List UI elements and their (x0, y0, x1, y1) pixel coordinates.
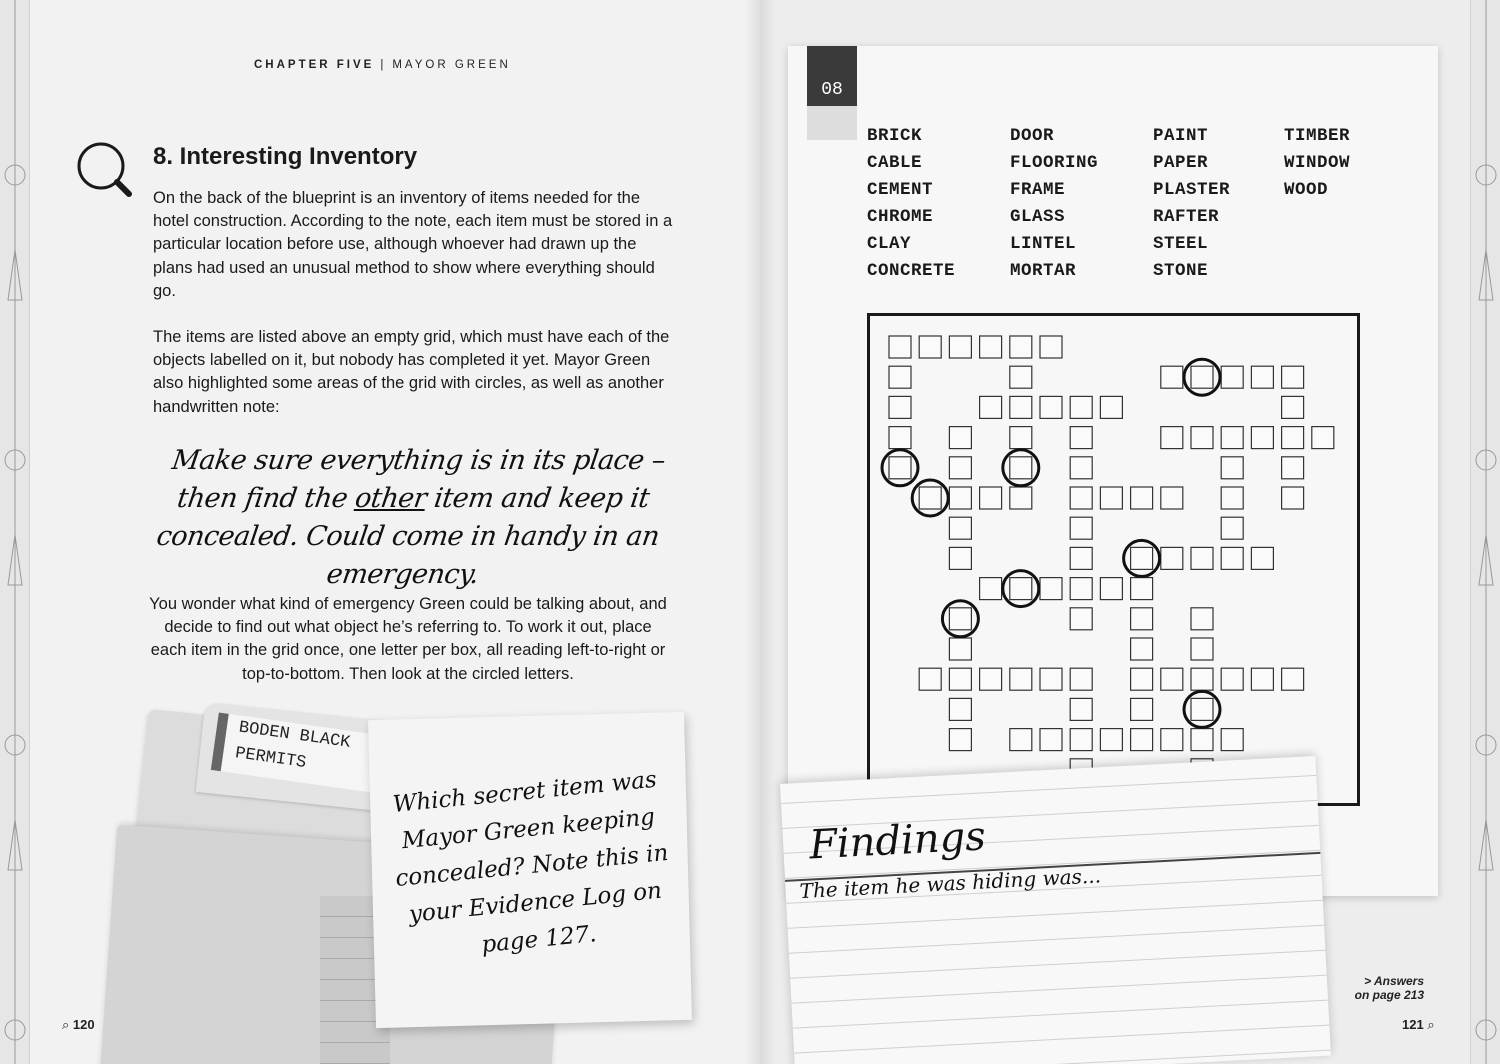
word-item: MORTAR (1010, 261, 1077, 281)
grid-cell (1010, 366, 1032, 388)
grid-cell (1100, 729, 1122, 751)
quote-text-end: item and keep it concealed. Could come in handy in an emergency. (154, 483, 662, 590)
grid-cell (949, 729, 971, 751)
grid-cell (1131, 668, 1153, 690)
grid-cell (889, 396, 911, 418)
word-item: STONE (1153, 261, 1209, 281)
grid-cell (1131, 608, 1153, 630)
paragraph-grid: The items are listed above an empty grid, which must have each of the objects labelled on it, but nobody has completed it yet. Mayor Green also highlighted some areas of the grid with circles, as well as another handwritten note: (153, 328, 670, 416)
grid-cell (1100, 396, 1122, 418)
grid-cell (1282, 366, 1304, 388)
grid-cell (1070, 457, 1092, 479)
grid-cell (1191, 608, 1213, 630)
word-item: FLOORING (1010, 153, 1099, 173)
word-list-column-2 (1010, 123, 1098, 285)
word-list-column-3 (1153, 123, 1230, 285)
word-item: WOOD (1284, 180, 1329, 200)
grid-cell (889, 336, 911, 358)
section-title: 8. Interesting Inventory (153, 143, 418, 170)
grid-cell (1070, 427, 1092, 449)
sticky-note-text: Which secret item was Mayor Green keeping concealed? Note this in your Evidence Log on page 127. (391, 766, 670, 959)
grid-cell (1191, 547, 1213, 569)
grid-cell (949, 336, 971, 358)
grid-cell (1040, 729, 1062, 751)
grid-cell (1040, 396, 1062, 418)
word-item: CABLE (867, 153, 923, 173)
grid-cell (1040, 336, 1062, 358)
folder-label-line1: BODEN BLACK (237, 718, 352, 753)
grid-cell (1010, 396, 1032, 418)
grid-cell (1070, 608, 1092, 630)
grid-cell (1131, 698, 1153, 720)
grid-cell (1131, 487, 1153, 509)
word-item: BRICK (867, 126, 923, 146)
grid-cell (949, 457, 971, 479)
grid-cell (1131, 547, 1153, 569)
grid-cell (1251, 547, 1273, 569)
word-item: STEEL (1153, 234, 1209, 254)
grid-cell (1070, 668, 1092, 690)
grid-cell (1161, 427, 1183, 449)
grid-cell (1251, 366, 1273, 388)
page-number-left-value: 120 (72, 1017, 95, 1032)
grid-cell (1221, 487, 1243, 509)
grid-cell (1221, 547, 1243, 569)
findings-prompt: The item he was hiding was... (799, 863, 1102, 904)
word-item: CLAY (867, 234, 912, 254)
grid-cell (889, 427, 911, 449)
grid-cell (1010, 457, 1032, 479)
grid-cell (1010, 487, 1032, 509)
grid-cell (919, 336, 941, 358)
grid-cell (949, 517, 971, 539)
grid-cell (1191, 366, 1213, 388)
grid-cell (1221, 457, 1243, 479)
grid-cell (1221, 366, 1243, 388)
grid-cell (1221, 729, 1243, 751)
decorative-border-right (1470, 0, 1500, 1064)
grid-cell (1191, 638, 1213, 660)
grid-cell (1131, 729, 1153, 751)
word-item: PAINT (1153, 126, 1209, 146)
word-item: WINDOW (1284, 153, 1351, 173)
grid-cell (1251, 668, 1273, 690)
grid-cell (1191, 698, 1213, 720)
grid-cell (949, 487, 971, 509)
word-item: PAPER (1153, 153, 1209, 173)
grid-cell (1070, 578, 1092, 600)
book-spine (745, 0, 775, 1064)
grid-cell (1010, 729, 1032, 751)
grid-cell (1010, 427, 1032, 449)
handwritten-quote (137, 442, 683, 594)
grid-cell (1040, 578, 1062, 600)
grid-cell (1312, 427, 1334, 449)
word-list-column-4 (1284, 123, 1350, 204)
grid-cell (1010, 668, 1032, 690)
grid-cell (1221, 668, 1243, 690)
word-item: CONCRETE (867, 261, 956, 281)
word-item: LINTEL (1010, 234, 1077, 254)
grid-cell (1282, 396, 1304, 418)
crossword-grid (870, 316, 1360, 806)
grid-cell (889, 366, 911, 388)
grid-cell (1010, 336, 1032, 358)
grid-cell (1161, 547, 1183, 569)
chapter-header (254, 59, 511, 71)
paragraph-intro: On the back of the blueprint is an inventory of items needed for the hotel construction. According to the note, each item must be stored in a particular location before use, although whoever had drawn up the plans had used an unusual method to show where everything should go. (153, 189, 673, 300)
grid-cell (1191, 668, 1213, 690)
puzzle-badge-shadow (807, 106, 857, 140)
page-number-left (62, 1017, 95, 1033)
grid-cell (980, 396, 1002, 418)
grid-cell (1131, 638, 1153, 660)
grid-cell (1191, 729, 1213, 751)
grid-cell (1040, 668, 1062, 690)
answers-line-2: on page 213 (1354, 988, 1424, 1002)
grid-cell (1191, 427, 1213, 449)
grid-cell (980, 336, 1002, 358)
grid-cell (1161, 366, 1183, 388)
grid-cell (1161, 668, 1183, 690)
word-item: DOOR (1010, 126, 1055, 146)
answers-line-1: > Answers (1364, 974, 1424, 988)
grid-cell (1282, 487, 1304, 509)
word-item: CHROME (867, 207, 934, 227)
grid-cell (1282, 668, 1304, 690)
grid-cell (1131, 578, 1153, 600)
grid-cell (980, 487, 1002, 509)
grid-cell (980, 668, 1002, 690)
grid-cell (1161, 729, 1183, 751)
chapter-label: CHAPTER FIVE (254, 59, 375, 71)
grid-cell (1221, 517, 1243, 539)
grid-cell (889, 457, 911, 479)
grid-cell (1282, 457, 1304, 479)
page-number-right (1402, 1017, 1435, 1033)
word-item: CEMENT (867, 180, 934, 200)
word-item: TIMBER (1284, 126, 1351, 146)
grid-cell (949, 547, 971, 569)
grid-cell (919, 487, 941, 509)
grid-cell (949, 668, 971, 690)
word-item: FRAME (1010, 180, 1066, 200)
grid-cell (1070, 517, 1092, 539)
search-icon: ⌕ (1427, 1017, 1435, 1032)
page-number-right-value: 121 (1402, 1017, 1424, 1032)
decorative-border-left (0, 0, 30, 1064)
search-icon: ⌕ (62, 1017, 70, 1032)
word-list-column-1 (867, 123, 955, 285)
chapter-subtitle: MAYOR GREEN (392, 59, 511, 71)
puzzle-number-badge: 08 (807, 46, 857, 106)
grid-cell (1100, 487, 1122, 509)
grid-cell (1070, 698, 1092, 720)
grid-cell (1070, 547, 1092, 569)
grid-cell (1070, 396, 1092, 418)
findings-card (780, 756, 1331, 1064)
word-item: PLASTER (1153, 180, 1231, 200)
folder-label-line2: PERMITS (233, 744, 308, 773)
grid-cell (1100, 578, 1122, 600)
magnifier-icon (74, 140, 136, 202)
grid-cell (1161, 487, 1183, 509)
grid-cell (919, 668, 941, 690)
grid-cell (1070, 487, 1092, 509)
sticky-note (368, 712, 692, 1028)
grid-cell (1070, 729, 1092, 751)
grid-cell (949, 608, 971, 630)
header-separator: | (380, 59, 387, 71)
answers-reference (1330, 974, 1424, 1002)
grid-cell (1221, 427, 1243, 449)
grid-cell (1282, 427, 1304, 449)
word-item: RAFTER (1153, 207, 1220, 227)
grid-cell (980, 578, 1002, 600)
grid-cell (1251, 427, 1273, 449)
grid-cell (1010, 578, 1032, 600)
word-item: GLASS (1010, 207, 1066, 227)
grid-cell (949, 427, 971, 449)
quote-underlined-word: other (353, 483, 429, 514)
findings-title: Findings (808, 813, 987, 869)
quote-text-start: Make sure everything is in its place – then find the (170, 445, 668, 514)
paragraph-instructions: You wonder what kind of emergency Green could be talking about, and decide to find out what object he’s referring to. To work it out, place each item in the grid once, one letter per box, all reading left-to-right or top-to-bottom. Then look at the circled letters. (149, 595, 667, 683)
grid-cell (949, 638, 971, 660)
grid-cell (949, 698, 971, 720)
